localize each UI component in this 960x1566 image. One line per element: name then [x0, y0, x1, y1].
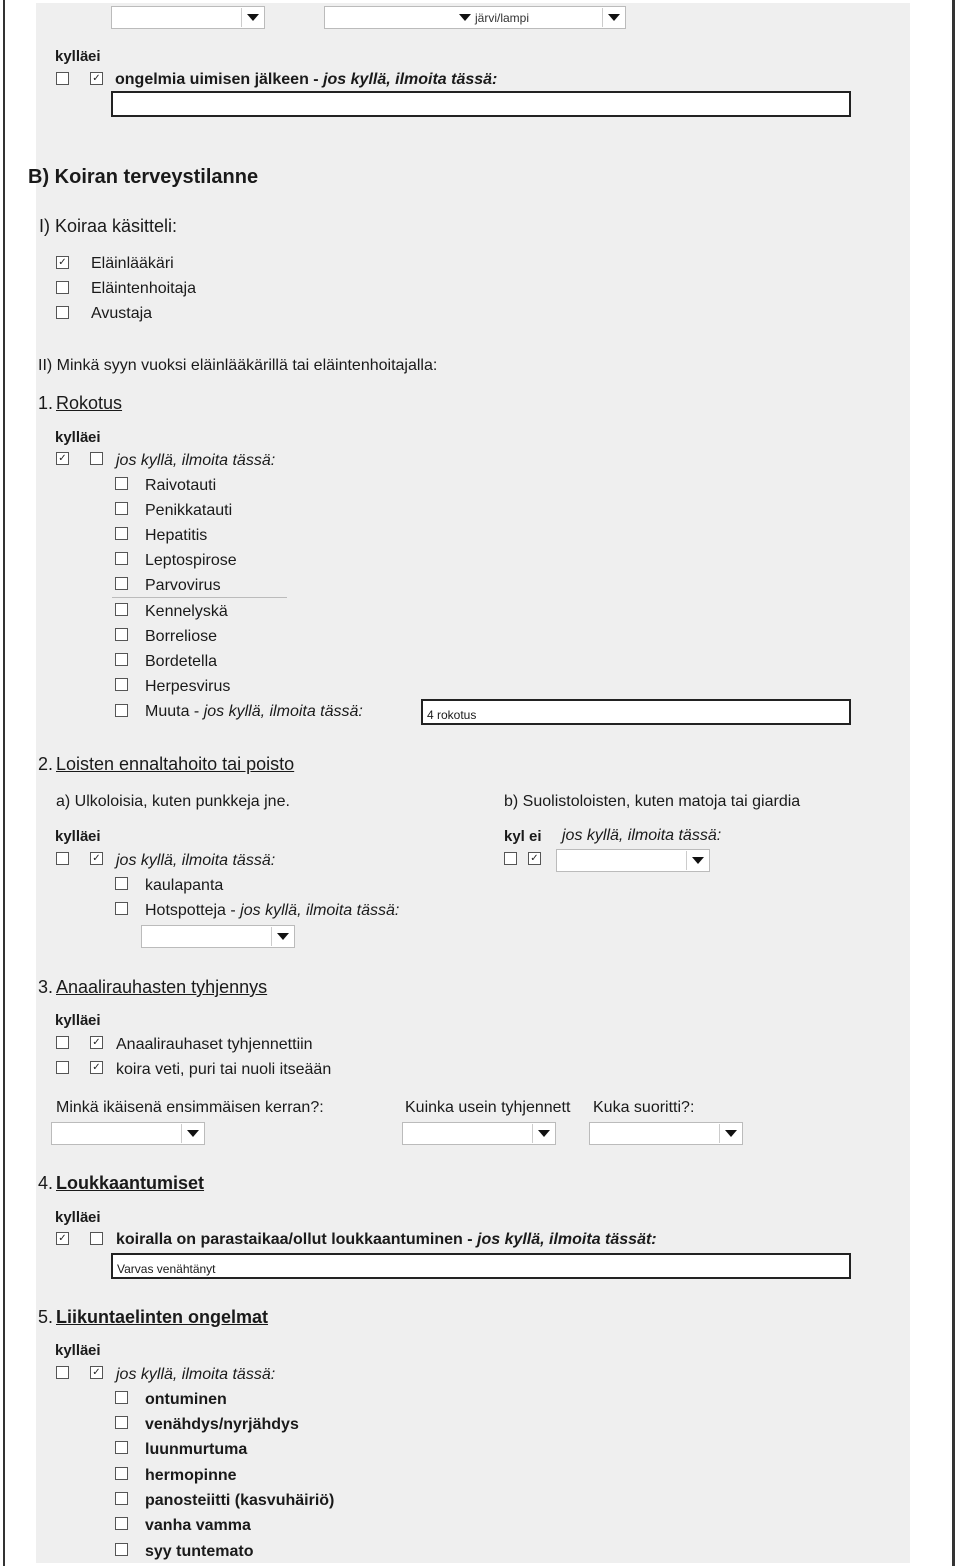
- vaccine-checkbox[interactable]: [115, 552, 128, 565]
- anal-symptom-yes-checkbox[interactable]: [56, 1061, 69, 1074]
- section-2-number: 2.: [38, 754, 54, 774]
- yes-header: kyl: [504, 828, 525, 845]
- vaccine-label: Raivotauti: [145, 477, 217, 494]
- injury-yes-checkbox[interactable]: ✓: [56, 1232, 69, 1245]
- injury-no-checkbox[interactable]: [90, 1232, 103, 1245]
- intestinal-yes-checkbox[interactable]: [504, 852, 517, 865]
- no-header: ei: [88, 1342, 101, 1359]
- handler-label: Eläintenhoitaja: [91, 280, 196, 297]
- mobility-label: vanha vamma: [145, 1517, 251, 1534]
- hotspot-label: Hotspotteja - jos kyllä, ilmoita tässä:: [145, 902, 400, 919]
- frequency-select[interactable]: [402, 1122, 556, 1145]
- mobility-label: venähdys/nyrjähdys: [145, 1416, 299, 1433]
- collar-label: kaulapanta: [145, 877, 224, 894]
- yes-header: kyllä: [55, 1012, 89, 1029]
- section-2-title: Loisten ennaltahoito tai poisto: [56, 754, 295, 774]
- mobility-checkbox[interactable]: [115, 1467, 128, 1480]
- intestinal-hint: jos kyllä, ilmoita tässä:: [562, 827, 722, 844]
- vaccine-checkbox[interactable]: [115, 653, 128, 666]
- page-border-left: [3, 0, 5, 1566]
- injury-label: koiralla on parastaikaa/ollut loukkaantuminen - jos kyllä, ilmoita tässät:: [116, 1231, 657, 1248]
- problems-label: ongelmia uimisen jälkeen - jos kyllä, ilmoita tässä:: [115, 71, 498, 88]
- chevron-down-icon: [458, 11, 472, 25]
- chevron-down-icon: [532, 1124, 554, 1143]
- section-3-number: 3.: [38, 977, 54, 997]
- mobility-yes-checkbox[interactable]: [56, 1366, 69, 1379]
- vaccine-checkbox[interactable]: [115, 502, 128, 515]
- collar-checkbox[interactable]: [115, 877, 128, 890]
- mobility-hint: jos kyllä, ilmoita tässä:: [116, 1366, 276, 1383]
- vaccine-label: Kennelyskä: [145, 603, 228, 620]
- performer-question: Kuka suoritti?:: [593, 1099, 695, 1116]
- water-type-select-2[interactable]: [324, 6, 626, 29]
- mobility-no-checkbox[interactable]: ✓: [90, 1366, 103, 1379]
- mobility-checkbox[interactable]: [115, 1517, 128, 1530]
- intestinal-no-checkbox[interactable]: ✓: [528, 852, 541, 865]
- no-header: ei: [88, 1209, 101, 1226]
- external-hint: jos kyllä, ilmoita tässä:: [116, 852, 276, 869]
- chevron-down-icon: [271, 927, 293, 946]
- age-select[interactable]: [51, 1122, 205, 1145]
- vaccine-checkbox[interactable]: [115, 527, 128, 540]
- yes-header: kyllä: [55, 48, 89, 65]
- chevron-down-icon: [686, 851, 708, 870]
- anal-emptied-label: Anaalirauhaset tyhjennettiin: [116, 1036, 313, 1053]
- vaccination-no-checkbox[interactable]: [90, 452, 103, 465]
- section-5-title: Liikuntaelinten ongelmat: [56, 1307, 269, 1327]
- section-5-number: 5.: [38, 1307, 54, 1327]
- mobility-label: luunmurtuma: [145, 1441, 248, 1458]
- mobility-label: ontuminen: [145, 1391, 227, 1408]
- chevron-down-icon: [181, 1124, 203, 1143]
- mobility-checkbox[interactable]: [115, 1441, 128, 1454]
- vaccine-other-checkbox[interactable]: [115, 704, 128, 717]
- handler-question: I) Koiraa käsitteli:: [39, 216, 178, 236]
- select-value: järvi/lampi: [475, 11, 530, 25]
- section-4-title: Loukkaantumiset: [56, 1173, 205, 1193]
- handler-vet-checkbox[interactable]: ✓: [56, 256, 69, 269]
- hotspot-checkbox[interactable]: [115, 902, 128, 915]
- vaccine-label: Leptospirose: [145, 552, 237, 569]
- reason-question: II) Minkä syyn vuoksi eläinlääkärillä tai eläintenhoitajalla:: [38, 357, 438, 374]
- problems-no-checkbox[interactable]: ✓: [90, 72, 103, 85]
- vaccine-other-label: Muuta - jos kyllä, ilmoita tässä:: [145, 703, 363, 720]
- handler-label: Avustaja: [91, 305, 153, 322]
- frequency-question: Kuinka usein tyhjennett: [405, 1099, 571, 1116]
- external-yes-checkbox[interactable]: [56, 852, 69, 865]
- mobility-label: panosteiitti (kasvuhäiriö): [145, 1492, 335, 1509]
- handler-caretaker-checkbox[interactable]: [56, 281, 69, 294]
- vaccine-label: Hepatitis: [145, 527, 208, 544]
- divider: [112, 597, 287, 598]
- mobility-checkbox[interactable]: [115, 1492, 128, 1505]
- vaccine-checkbox[interactable]: [115, 577, 128, 590]
- anal-symptom-label: koira veti, puri tai nuoli itseään: [116, 1061, 332, 1078]
- no-header: ei: [88, 48, 101, 65]
- no-header: ei: [88, 828, 101, 845]
- intestinal-select[interactable]: [556, 849, 710, 872]
- vaccine-other-field[interactable]: 4 rokotus: [421, 699, 851, 725]
- chevron-down-icon: [241, 8, 263, 27]
- problems-yes-checkbox[interactable]: [56, 72, 69, 85]
- water-type-select-1[interactable]: [111, 6, 265, 29]
- mobility-checkbox[interactable]: [115, 1416, 128, 1429]
- no-header: ei: [88, 1012, 101, 1029]
- form-background: [36, 3, 910, 1563]
- age-question: Minkä ikäisenä ensimmäisen kerran?:: [56, 1099, 324, 1116]
- hotspot-select[interactable]: [141, 925, 295, 948]
- section-1-number: 1.: [38, 393, 54, 413]
- handler-label: Eläinlääkäri: [91, 255, 174, 272]
- mobility-label: hermopinne: [145, 1467, 237, 1484]
- vaccine-label: Borreliose: [145, 628, 218, 645]
- injury-text-field[interactable]: Varvas venähtänyt: [111, 1253, 851, 1279]
- yes-header: kyllä: [55, 828, 89, 845]
- mobility-label: syy tuntemato: [145, 1543, 254, 1560]
- anal-emptied-yes-checkbox[interactable]: [56, 1036, 69, 1049]
- problems-text-field[interactable]: [111, 91, 851, 117]
- yes-header: kyllä: [55, 1342, 89, 1359]
- no-header: ei: [529, 828, 542, 845]
- yes-header: kyllä: [55, 1209, 89, 1226]
- vaccine-label: Bordetella: [145, 653, 218, 670]
- section-1-title: Rokotus: [56, 393, 123, 413]
- handler-assistant-checkbox[interactable]: [56, 306, 69, 319]
- mobility-checkbox[interactable]: [115, 1391, 128, 1404]
- page-border-right: [952, 0, 955, 1566]
- vaccine-checkbox[interactable]: [115, 477, 128, 490]
- anal-emptied-no-checkbox[interactable]: ✓: [90, 1036, 103, 1049]
- section-b-title: B) Koiran terveystilanne: [28, 166, 259, 188]
- vaccine-label: Penikkatauti: [145, 502, 233, 519]
- external-no-checkbox[interactable]: ✓: [90, 852, 103, 865]
- no-header: ei: [88, 429, 101, 446]
- vaccine-label: Herpesvirus: [145, 678, 231, 695]
- performer-select[interactable]: [589, 1122, 743, 1145]
- vaccine-label: Parvovirus: [145, 577, 221, 594]
- mobility-checkbox[interactable]: [115, 1543, 128, 1556]
- external-parasites-label: a) Ulkoloisia, kuten punkkeja jne.: [56, 793, 290, 810]
- intestinal-parasites-label: b) Suolistoloisten, kuten matoja tai giardia: [504, 793, 801, 810]
- vaccination-yes-checkbox[interactable]: ✓: [56, 452, 69, 465]
- yes-header: kyllä: [55, 429, 89, 446]
- chevron-down-icon: [602, 8, 624, 27]
- anal-symptom-no-checkbox[interactable]: ✓: [90, 1061, 103, 1074]
- section-4-number: 4.: [38, 1173, 54, 1193]
- vaccine-checkbox[interactable]: [115, 603, 128, 616]
- vaccine-checkbox[interactable]: [115, 678, 128, 691]
- section-3-title: Anaalirauhasten tyhjennys: [56, 977, 268, 997]
- chevron-down-icon: [719, 1124, 741, 1143]
- vaccination-hint: jos kyllä, ilmoita tässä:: [116, 452, 276, 469]
- vaccine-checkbox[interactable]: [115, 628, 128, 641]
